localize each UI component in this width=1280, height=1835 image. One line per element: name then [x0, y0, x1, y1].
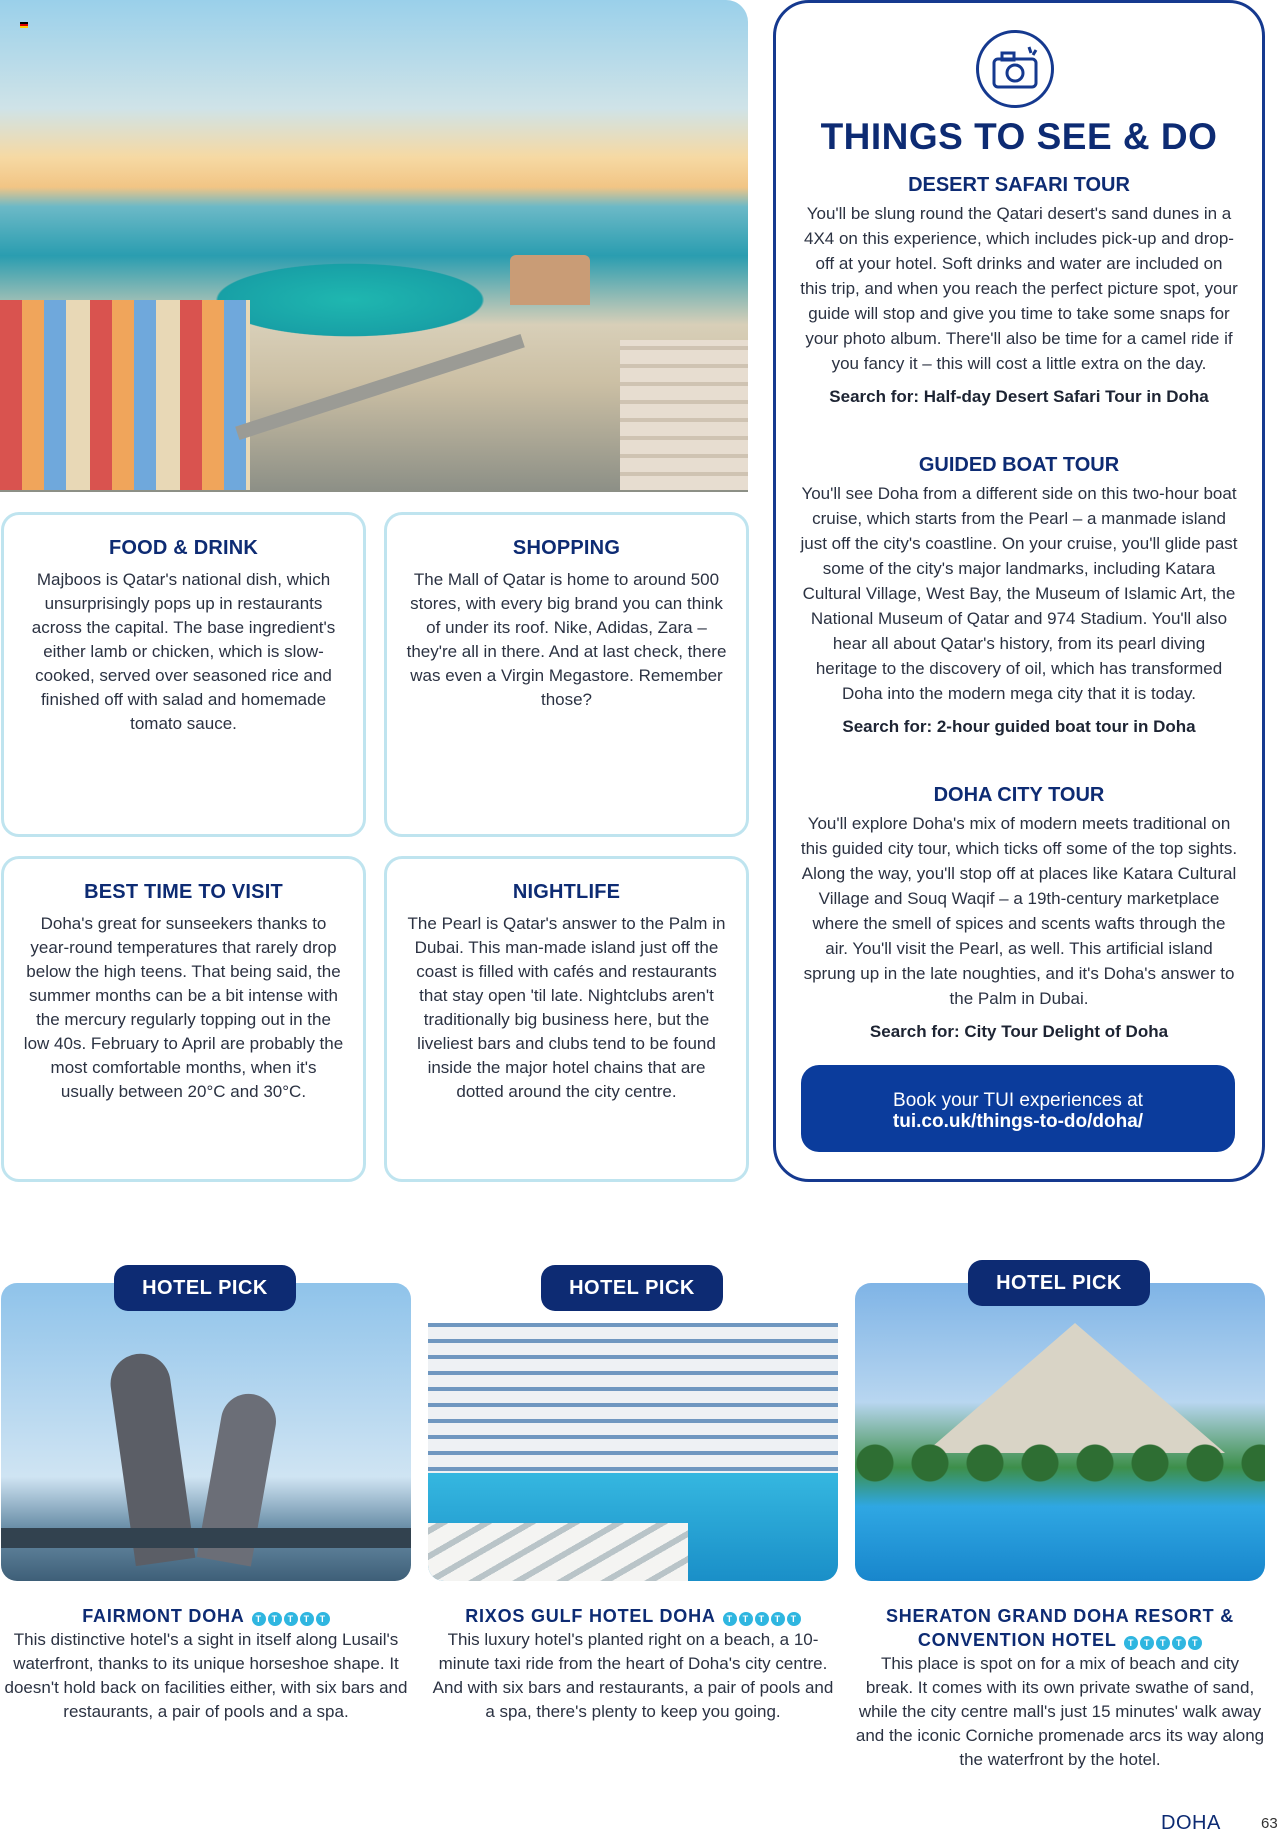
card-nightlife — [384, 856, 749, 1182]
hero-road — [235, 334, 525, 440]
book-link[interactable]: tui.co.uk/things-to-do/doha/ — [892, 1111, 1144, 1132]
card-title: BEST TIME TO VISIT — [84, 881, 283, 903]
card-food-drink — [1, 512, 366, 837]
hotel-pick-badge: HOTEL PICK — [114, 1265, 296, 1311]
card-title: SHOPPING — [512, 537, 621, 559]
hotel-description: This distinctive hotel's a sight in itself along Lusail's waterfront, thanks to its unique horseshoe shape. It doesn't hold back on facilities either, with six bars and restaurants, a pair of pools and a spa. — [4, 1630, 408, 1721]
book-line-1: Book your TUI experiences at — [893, 1090, 1143, 1111]
section-title: DOHA CITY TOUR — [933, 784, 1105, 806]
card-body: Majboos is Qatar's national dish, which unsurprisingly pops up in restaurants across the capital. The base ingredient's either lamb or chicken, which is slow-cooked, served over seasoned rice and finished off with salad and homemade tomato sauce. — [31, 570, 336, 733]
section-search: Search for: 2-hour guided boat tour in Doha — [842, 717, 1196, 736]
card-body: The Mall of Qatar is home to around 500 stores, with every big brand you can think of under its roof. Nike, Adidas, Zara – they're all in there. And at last check, there was even a Virgin Megastore. Remember those? — [406, 570, 727, 709]
hotel-name: FAIRMONT DOHA T T T T T — [1, 1604, 411, 1628]
hotel-pick-badge: HOTEL PICK — [968, 1260, 1150, 1306]
hotel-photo-sheraton — [855, 1283, 1265, 1581]
section-city-tour — [800, 784, 1238, 1044]
hotel-description: This place is spot on for a mix of beach and city break. It comes with its own private swathe of sand, while the city centre mall's just 15 minutes' walk away and the iconic Corniche promenade arcs its way along the waterfront by the hotel. — [855, 1654, 1265, 1769]
hotel-photo-rixos — [428, 1283, 838, 1581]
hotel-pick-badge: HOTEL PICK — [541, 1265, 723, 1311]
hero-resort — [510, 255, 590, 305]
flag-icon — [20, 22, 28, 28]
section-body: You'll see Doha from a different side on this two-hour boat cruise, which starts from the Pearl – a manmade island just off the city's coastline. On your cruise, you'll glide past some of the city's major landmarks, including Katara Cultural Village, West Bay, the Museum of Islamic Art, the National Museum of Qatar and 974 Stadium. You'll also hear all about Qatar's history, from its pearl diving heritage to the discovery of oil, which has transformed Doha into the modern mega city that it is today. — [800, 484, 1238, 703]
footer-section-name: DOHA — [1161, 1812, 1221, 1834]
section-desert-safari — [800, 174, 1238, 409]
card-shopping — [384, 512, 749, 837]
hero-photo — [0, 0, 748, 492]
hotel-name: RIXOS GULF HOTEL DOHA T T T T T — [428, 1604, 838, 1628]
card-body: Doha's great for sunseekers thanks to year-round temperatures that rarely drop below the high teens. That being said, the summer months can be a bit intense with the mercury regularly topping out in the low 40s. February to April are probably the most comfortable months, when it's usually between 20°C and 30°C. — [23, 914, 344, 1101]
section-title: DESERT SAFARI TOUR — [908, 174, 1130, 196]
section-body: You'll explore Doha's mix of modern meets traditional on this guided city tour, which ticks off some of the top sights. Along the way, you'll stop off at places like Katara Cultural Village and Souq Waqif – a 19th-century marketplace where the smell of spices and scents wafts through the air. You'll visit the Pearl, as well. This artificial island sprung up in the late noughties, and it's Doha's answer to the Palm in Dubai. — [800, 814, 1238, 1008]
hotel-sheraton — [855, 1604, 1265, 1772]
hotel-fairmont — [1, 1604, 411, 1724]
card-body: The Pearl is Qatar's answer to the Palm in Dubai. This man-made island just off the coast is filled with cafés and restaurants that stay open 'til late. Nightclubs aren't traditionally big business here, but the liveliest bars and clubs tend to be found inside the major hotel chains that are dotted around the city centre. — [407, 914, 726, 1101]
section-body: You'll be slung round the Qatari desert's sand dunes in a 4X4 on this experience, which includes pick-up and drop-off at your hotel. Soft drinks and water are included on this trip, and when you reach the perfect picture spot, your guide will stop and give you time to take some snaps for your photo album. There'll also be time for a camel ride if you fancy it – this will cost a little extra on the day. — [800, 204, 1238, 373]
hotel-name: SHERATON GRAND DOHA RESORT & CONVENTION HOTEL T T T T T — [885, 1606, 1235, 1650]
camera-icon — [976, 30, 1054, 108]
card-best-time — [1, 856, 366, 1182]
section-search: Search for: City Tour Delight of Doha — [869, 1022, 1169, 1041]
panel-title: THINGS TO SEE & DO — [820, 116, 1218, 157]
hotel-photo-fairmont — [1, 1283, 411, 1581]
hero-villas-right — [620, 340, 748, 490]
hero-buildings-left — [0, 300, 250, 490]
section-boat-tour — [800, 454, 1238, 739]
page-number: 63 — [1261, 1815, 1278, 1832]
book-experiences-button[interactable] — [801, 1065, 1235, 1152]
section-search: Search for: Half-day Desert Safari Tour in Doha — [829, 387, 1209, 406]
hotel-rixos — [428, 1604, 838, 1724]
card-title: NIGHTLIFE — [512, 881, 621, 903]
card-title: FOOD & DRINK — [108, 537, 259, 559]
section-title: GUIDED BOAT TOUR — [918, 454, 1120, 476]
hotel-description: This luxury hotel's planted right on a beach, a 10-minute taxi ride from the heart of Doha's city centre. And with six bars and restaurants, a pair of pools and a spa, there's plenty to keep you going. — [432, 1630, 834, 1721]
